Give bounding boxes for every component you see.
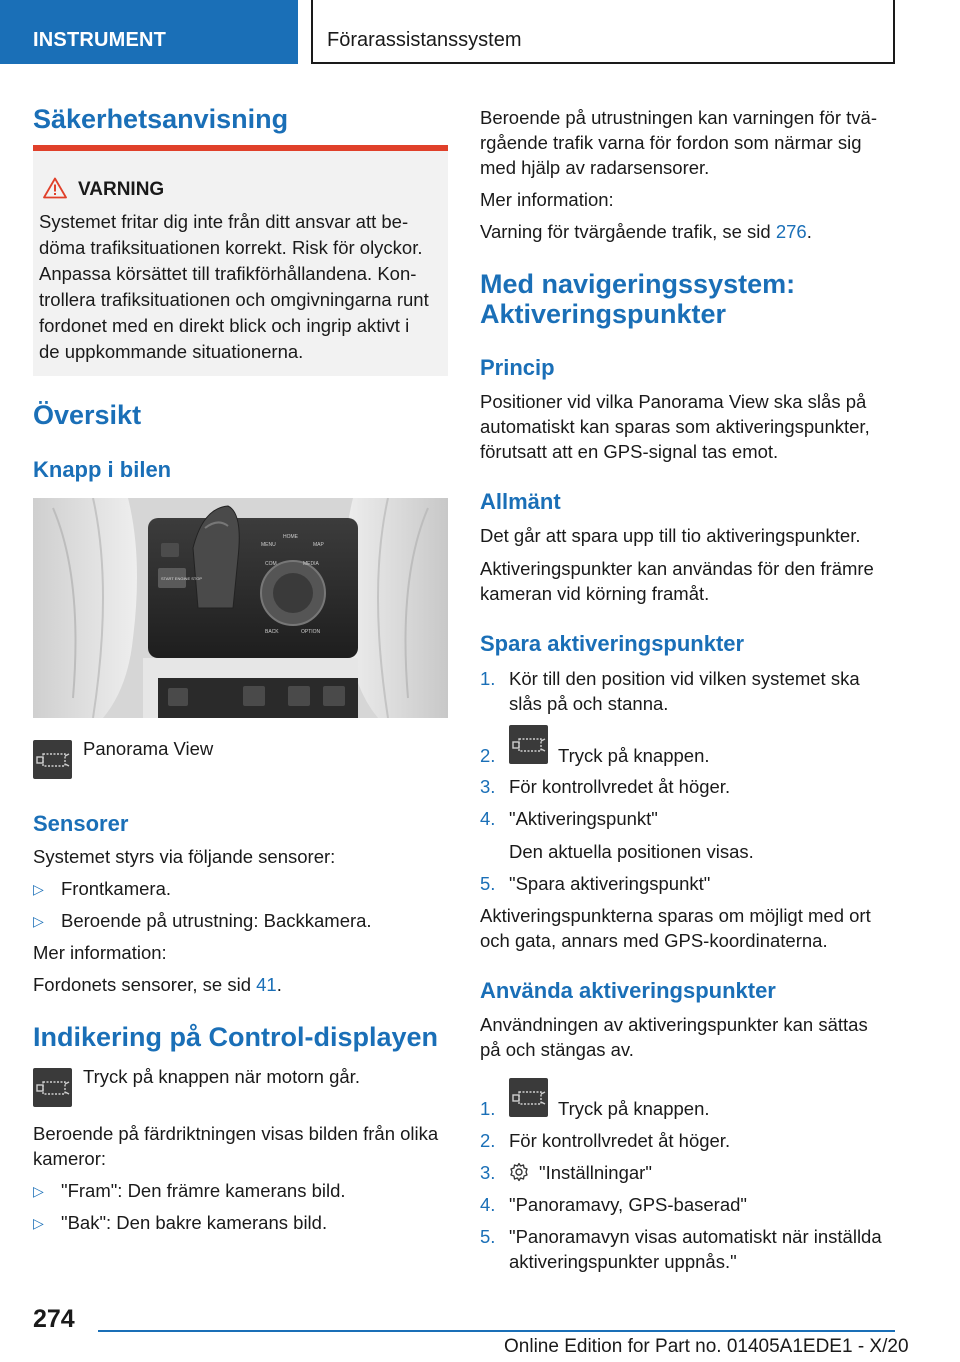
footer-divider	[98, 1330, 895, 1332]
step-text: "Spara aktiveringspunkt"	[509, 873, 711, 894]
step-number: 5.	[480, 873, 496, 894]
principle-line: förutsatt att en GPS-signal tas emot.	[480, 441, 779, 462]
reference-end: .	[276, 974, 282, 995]
use-heading: Använda aktiveringspunkter	[480, 978, 776, 1003]
bullet-triangle-icon: ▷	[33, 881, 44, 897]
step-number: 4.	[480, 808, 496, 829]
warning-label: VARNING	[78, 179, 165, 200]
photo-label-home: HOME	[283, 534, 298, 540]
photo-label-media: MEDIA	[303, 561, 319, 567]
use-line: på och stängas av.	[480, 1039, 634, 1060]
step-number: 5.	[480, 1226, 496, 1247]
step-text: För kontrollvredet åt höger.	[509, 776, 731, 797]
warning-line: trollera trafiksituationen och omgivningarna runt	[39, 289, 429, 310]
intro-line: Beroende på utrustningen kan varningen för tvä-	[480, 107, 877, 128]
button-heading: Knapp i bilen	[33, 457, 172, 482]
step-text: "Aktiveringspunkt"	[509, 808, 658, 829]
principle-line: Positioner vid vilka Panorama View ska slås på	[480, 391, 867, 412]
warning-line: fordonet med en direkt blick och ingrip aktivt i	[39, 315, 410, 336]
warning-text	[39, 209, 443, 365]
panorama-view-button-icon	[33, 740, 72, 779]
step-text: slås på och stanna.	[509, 693, 669, 714]
warning-box	[33, 145, 448, 376]
photo-label-start: START ENGINE STOP	[161, 576, 203, 581]
intro-line: med hjälp av radarsensorer.	[480, 157, 710, 178]
step-text: För kontrollvredet åt höger.	[509, 1130, 731, 1151]
center-console-photo	[33, 498, 448, 718]
step-text: "Panoramavyn visas automatiskt när inställda	[509, 1226, 882, 1247]
nav-heading-line1: Med navigeringssystem:	[480, 269, 796, 299]
display-para-line: Beroende på färdriktningen visas bilden från olika	[33, 1123, 439, 1144]
settings-gear-icon	[509, 1162, 529, 1182]
step-number: 2.	[480, 745, 496, 766]
use-line: Användningen av aktiveringspunkter kan sättas	[480, 1014, 868, 1035]
warning-triangle-icon	[43, 177, 67, 199]
panorama-view-button-icon	[509, 1078, 548, 1117]
reference-text: Varning för tvärgående trafik, se sid	[480, 221, 776, 242]
list-item: Frontkamera.	[61, 878, 172, 899]
step-text: Den aktuella positionen visas.	[509, 841, 754, 862]
header-chapter-label: Förarassistanssystem	[327, 29, 522, 51]
intro-line: rgående trafik varna för fordon som närmar sig	[480, 132, 862, 153]
safety-heading: Säkerhetsanvisning	[33, 104, 289, 134]
header-section-tab	[0, 0, 298, 64]
warning-line: Systemet fritar dig inte från ditt ansvar att be-	[39, 211, 409, 232]
step-number: 1.	[480, 1098, 496, 1119]
warning-line: döma trafiksituationen korrekt. Risk för olyckor.	[39, 237, 423, 258]
page-link-276[interactable]: 276	[775, 221, 807, 242]
photo-label-map: MAP	[313, 542, 324, 548]
panorama-view-button-icon	[33, 1068, 72, 1107]
step-number: 1.	[480, 668, 496, 689]
general-line: Aktiveringspunkter kan användas för den främre	[480, 558, 874, 579]
step-number: 3.	[480, 1162, 496, 1183]
step-text: "Panoramavy, GPS-baserad"	[509, 1194, 747, 1215]
principle-heading: Princip	[480, 355, 555, 380]
step-text: "Inställningar"	[539, 1162, 652, 1183]
save-after-line: Aktiveringspunkterna sparas om möjligt med ort	[480, 905, 871, 926]
nav-heading-line2: Aktiveringspunkter	[480, 299, 727, 329]
principle-line: automatiskt kan sparas som aktiveringspunkter,	[480, 416, 870, 437]
footer-edition: Online Edition for Part no. 01405A1EDE1 - X/20	[504, 1336, 909, 1357]
step-text: Tryck på knappen.	[558, 745, 710, 766]
photo-label-menu: MENU	[261, 542, 276, 548]
display-para-line: kameror:	[33, 1148, 106, 1169]
save-after-line: och gata, annars med GPS-koordinaterna.	[480, 930, 828, 951]
step-text: aktiveringspunkter uppnås."	[509, 1251, 737, 1272]
step-number: 4.	[480, 1194, 496, 1215]
more-info-label: Mer information:	[33, 942, 167, 963]
save-heading: Spara aktiveringspunkter	[480, 631, 745, 656]
overview-heading: Översikt	[33, 400, 142, 430]
page-link-41[interactable]: 41	[256, 974, 277, 995]
list-item: "Bak": Den bakre kamerans bild.	[61, 1212, 328, 1233]
list-item: "Fram": Den främre kamerans bild.	[61, 1180, 346, 1201]
reference-end: .	[806, 221, 812, 242]
cross-traffic-reference	[480, 219, 812, 244]
page-number: 274	[33, 1305, 75, 1333]
photo-label-option: OPTION	[301, 629, 321, 635]
step-text: Kör till den position vid vilken systemet ska	[509, 668, 860, 689]
warning-line: Anpassa körsättet till trafikförhållandena. Kon-	[39, 263, 417, 284]
step-text: Tryck på knappen.	[558, 1098, 710, 1119]
sensors-reference	[33, 972, 282, 997]
bullet-triangle-icon: ▷	[33, 1183, 44, 1199]
sensors-intro: Systemet styrs via följande sensorer:	[33, 846, 336, 867]
photo-label-back: BACK	[265, 629, 279, 635]
header-section-label: INSTRUMENT	[33, 29, 167, 51]
list-item: Beroende på utrustning: Backkamera.	[61, 910, 372, 931]
bullet-triangle-icon: ▷	[33, 1215, 44, 1231]
display-heading: Indikering på Control-displayen	[33, 1022, 439, 1052]
warning-line: de uppkommande situationerna.	[39, 341, 304, 362]
general-heading: Allmänt	[480, 489, 561, 514]
panorama-view-button-icon	[509, 725, 548, 764]
step-number: 2.	[480, 1130, 496, 1151]
step-number: 3.	[480, 776, 496, 797]
display-press-text: Tryck på knappen när motorn går.	[83, 1066, 360, 1087]
reference-text: Fordonets sensorer, se sid	[33, 974, 257, 995]
header-chapter-tab	[311, 0, 895, 64]
general-line: Det går att spara upp till tio aktiveringspunkter.	[480, 525, 861, 546]
sensors-heading: Sensorer	[33, 811, 129, 836]
photo-label-com: COM	[265, 561, 277, 567]
panorama-view-caption: Panorama View	[83, 738, 214, 759]
more-info-label: Mer information:	[480, 189, 614, 210]
general-line: kameran vid körning framåt.	[480, 583, 710, 604]
bullet-triangle-icon: ▷	[33, 913, 44, 929]
